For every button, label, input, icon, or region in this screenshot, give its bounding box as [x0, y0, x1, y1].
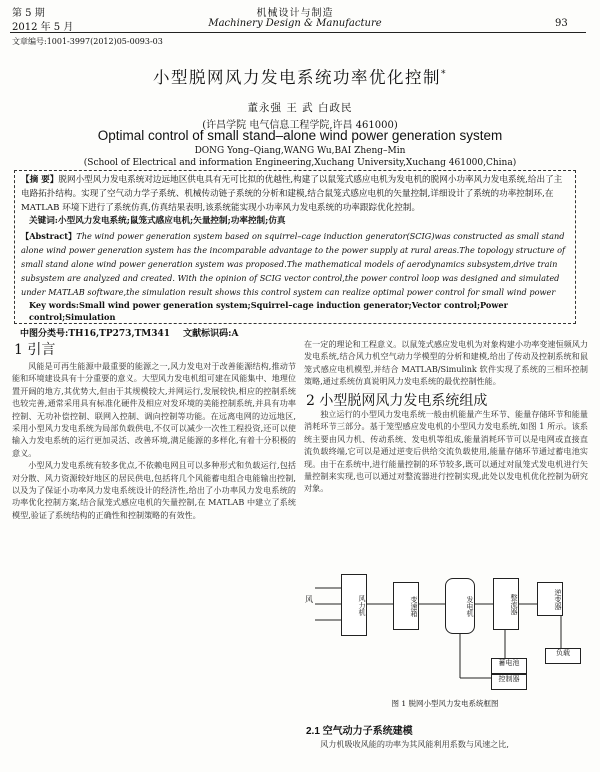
section2-heading: 2 小型脱网风力发电系统组成: [306, 393, 488, 409]
inverter-box: 逆变器: [537, 582, 563, 616]
classification-line: [20, 326, 238, 339]
keywords-en: [29, 299, 569, 323]
clc-label: 中图分类号:: [20, 329, 69, 339]
section1-paragraph-1: 风能是可再生能源中最重要的能源之一,风力发电对于改善能源结构,推动节能和环境建设具有十分重要的意义。大型风力发电机组可建在风能集中、地理位置开阔的地方,其优势大,但由于其规模较大,并网运行,发展较快,相应的控制系统也较完善,通常采用具有标准化硬件及相应对发环境的美能控制系统,并具有功率控制、无功补偿控制、联网入控制、调向控制等功能。在远离电网的边远地区,采用小型风力发电系统为局部负载供电,不仅可以减少一次性工程投资,还可以使输入力发电系统的运行更加灵活、改善环境,满足能源的多样化,有着十分积极的意义。: [12, 361, 296, 458]
keywords-cn-label: 关键词:: [29, 216, 58, 226]
section2-paragraph: 独立运行的小型风力发电系统一般由机能量产生环节、能量存储环节和能量消耗环节三部分。基于笼型感应发电机的小型风力发电系统,如图 1 所示。该系统主要由风力机、传动系统、发电机等组成,能量消耗环节可以是电网或直接直流负载终端,它可以是通过逆变后供给交流负载使用,能量存储环节通过蓄电池实现。由于在系统中,进行能量控制的环节较多,既可以通过对鼠笼式发电机进行矢量控制来实现,也可以通过对整流器进行控制实现,此处以发电机优化控制为研究对象。: [304, 409, 588, 494]
article-id: 文章编号:1001-3997(2012)05-0093-03: [12, 37, 163, 46]
abstract-cn: [21, 173, 569, 215]
issue-number: 第 5 期: [12, 8, 45, 19]
title-footnote-mark: *: [441, 69, 447, 80]
affiliation-cn: (许昌学院 电气信息工程学院,许昌 461000): [202, 120, 398, 131]
left-column: [12, 360, 296, 770]
rectifier-box: 整流器: [493, 578, 519, 630]
right-intro: 在一定的理论和工程意义。以鼠笼式感应发电机为对象构建小功率变速恒频风力发电系统,结合风力机空气动力学模型的分析和建模,给出了传动及控制系统和鼠笼式感应电机模型,并结合 MATLAB/Simulink 软件实现了系统的三相环控制策略,通过系统仿真说明风力发电系统的最优控制性能。: [304, 339, 588, 387]
keywords-en-label: Key words:: [29, 300, 79, 310]
subsection-2-1-paragraph: 风力机吸收风能的功率为其风能利用系数与风速之比,: [320, 739, 509, 749]
affiliation-en: (School of Electrical and information Engineering,Xuchang University,Xuchang 461000,China): [83, 158, 517, 168]
journal-name-en: Machinery Design & Manufacture: [208, 18, 382, 29]
abstract-cn-text: 脱网小型风力发电系统对边远地区供电具有无可比拟的优越性,构建了以鼠笼式感应电机为发电机的脱网小功率风力发电系统,给出了主电路拓扑结构。实现了空气动力学子系统、机械传动链子系统的分析和建模,结合鼠笼式感应电机的矢量控制,详细设计了系统的功率控制环,在 MATLAB 环境下进行了系统仿真,仿真结果表明,该系统能实现小功率风力发电系统的功率跟踪优化控制。: [21, 175, 563, 213]
wind-label: 风: [305, 595, 313, 604]
doc-code-value: A: [231, 329, 239, 339]
journal-name-cn: 机械设计与制造: [256, 8, 334, 19]
generator-box: 发电机: [445, 578, 475, 634]
figure-1: [305, 548, 585, 720]
battery-box: 蓄电池: [491, 658, 527, 674]
abstract-en: [21, 229, 569, 299]
clc-value: TH16,TP273,TM341: [68, 329, 171, 339]
section1-paragraph-2: 小型风力发电系统有较多优点,不依赖电网且可以多种形式和负载运行,包括对分散、风力资源较好地区的居民供电,包括将几个风能蓄电组合电能输出控制,以及为了保证小功率风力发电系统设计的经济性,给出了小功率风力发电系统的功率优化控制方案,结合鼠笼式感应电机的矢量控制,在 MATLAB 中建立了系统模型,验证了系统结构的正确性和控制策略的有效性。: [12, 460, 296, 520]
abstract-en-text: The wind power generation system based on squirrel–cage induction generator(SCIG)was constructed as small stand alone wind power generation system has the incomparable advantage to the power supply at rural areas.The topology structure of small stand alone wind power generation system was proposed.The mathematical models of aerodynamics subsystem,drive train subsystem are analyzed and created. With the opinion of SCIG vector control,the power control loop was designed and simulated under MATLAB software,the simulation result shows this control system can realize optimal power control for small wind power: [21, 231, 566, 297]
figure-1-caption: 图 1 脱网小型风力发电系统框图: [391, 699, 499, 708]
keywords-cn-text: 小型风力发电系统;鼠笼式感应电机;矢量控制;功率控制;仿真: [57, 216, 286, 226]
keywords-cn: [29, 214, 569, 228]
header-rule: [10, 32, 586, 33]
abstract-en-label: 【Abstract】: [21, 231, 77, 241]
authors-en: DONG Yong–Qiang,WANG Wu,BAI Zheng–Min: [194, 146, 406, 156]
abstract-box: [14, 170, 576, 324]
page-number: 93: [555, 18, 568, 29]
paper-title-cn: [0, 64, 600, 88]
wind-arrows: [315, 588, 341, 620]
gearbox-box: 变速箱: [393, 582, 419, 630]
authors-cn: 董永强 王 武 白政民: [247, 102, 353, 114]
section1-heading: 1 引言: [14, 342, 56, 358]
doc-code-label: 文献标识码:: [183, 329, 232, 339]
title-text: 小型脱网风力发电系统功率优化控制: [153, 68, 441, 87]
abstract-cn-label: 【摘 要】: [21, 175, 59, 185]
issue-date: 2012 年 5 月: [12, 22, 74, 33]
paper-title-en: Optimal control of small stand–alone wind power generation system: [97, 128, 503, 143]
subsection-2-1-heading: 2.1 空气动力子系统建模: [306, 726, 413, 737]
turbine-box: 风力机: [341, 574, 367, 636]
controller-box: 控制器: [491, 674, 527, 690]
keywords-en-text: Small wind power generation system;Squirrel–cage induction generator;Vector control;Power control;Simulation: [29, 300, 508, 322]
load-box: 负载: [545, 648, 581, 664]
